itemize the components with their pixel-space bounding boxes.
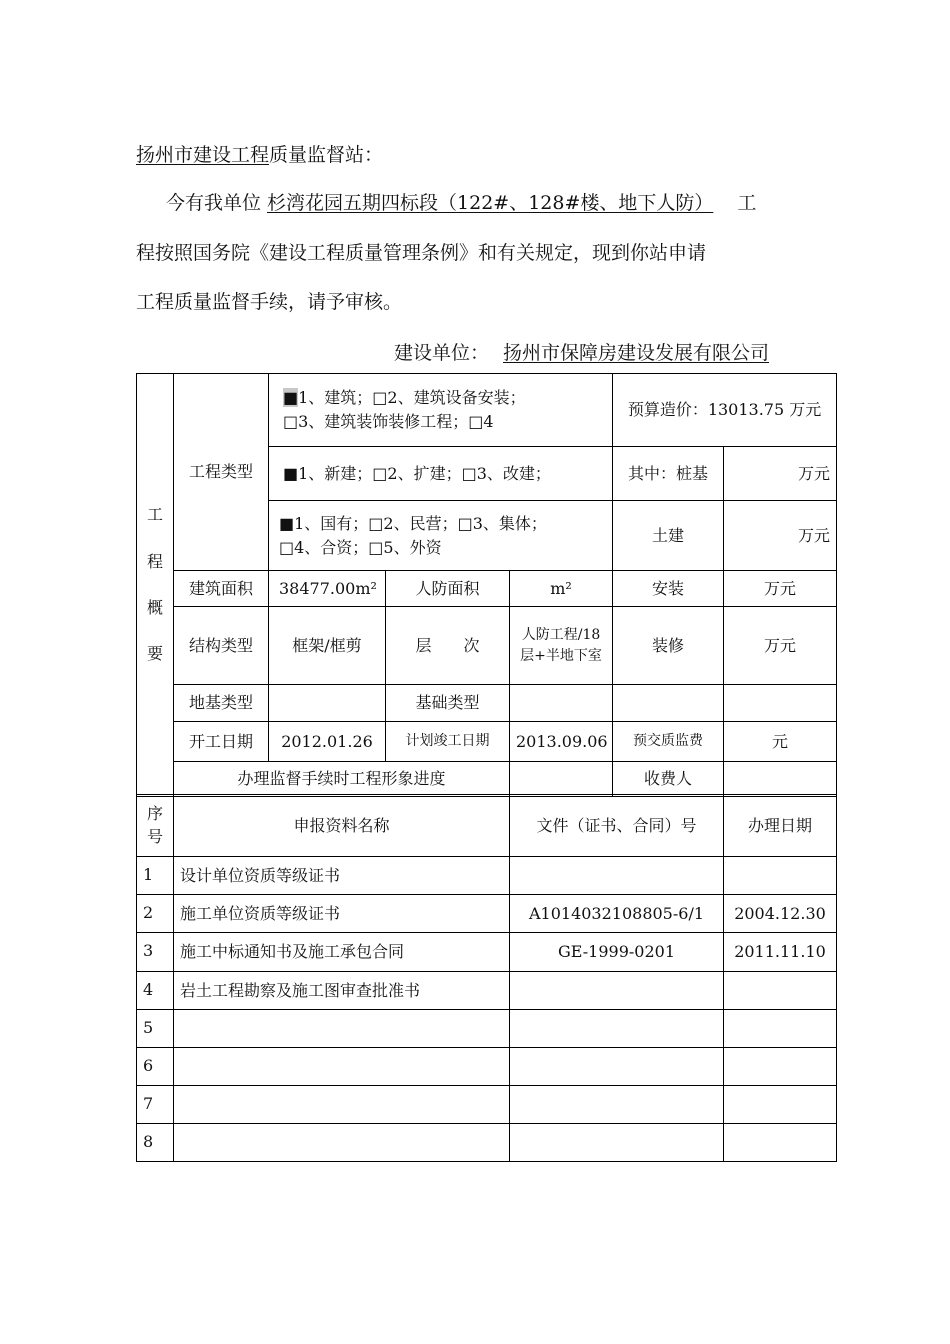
table-row xyxy=(137,857,837,895)
overview-row-structure xyxy=(137,607,837,685)
document-date xyxy=(724,1124,837,1162)
checkbox-checked-icon[interactable]: ■ xyxy=(283,463,299,483)
structure-label: 结构类型 xyxy=(174,607,269,685)
section-label-overview: 工 程 概 要 xyxy=(137,374,174,797)
row-number: 4 xyxy=(137,972,174,1010)
prepaid-fee-value: 元 xyxy=(724,722,837,762)
project-type-label: 工程类型 xyxy=(174,374,269,571)
civil-defense-area-value: m² xyxy=(510,571,613,607)
document-number xyxy=(510,1010,724,1048)
decoration-label: 装修 xyxy=(613,607,724,685)
document-name xyxy=(174,1010,510,1048)
planned-completion-value: 2013.09.06 xyxy=(510,722,613,762)
row-number: 1 xyxy=(137,857,174,895)
application-form-table xyxy=(136,373,837,797)
row-number: 3 xyxy=(137,933,174,972)
progress-value xyxy=(510,762,613,797)
prepaid-fee-label: 预交质监费 xyxy=(613,722,724,762)
document-name: 施工中标通知书及施工承包合同 xyxy=(174,933,510,972)
area-label: 建筑面积 xyxy=(174,571,269,607)
start-date-label: 开工日期 xyxy=(174,722,269,762)
decoration-value: 万元 xyxy=(724,607,837,685)
document-date xyxy=(724,1010,837,1048)
checkbox-checked-icon[interactable]: ■ xyxy=(283,388,299,407)
row-number: 8 xyxy=(137,1124,174,1162)
documents-table xyxy=(136,794,837,1162)
paragraph-line-3: 工程质量监督手续，请予审核。 xyxy=(136,291,403,313)
col-header-name: 申报资料名称 xyxy=(174,795,510,857)
collector-value xyxy=(724,762,837,797)
category-options: ■1、建筑；□2、建筑设备安装； □3、建筑装饰装修工程；□4 xyxy=(269,374,613,447)
row-number: 7 xyxy=(137,1086,174,1124)
checkbox-checked-icon[interactable]: ■ xyxy=(279,513,295,533)
collector-label: 收费人 xyxy=(613,762,724,797)
table-row xyxy=(137,972,837,1010)
para-suffix: 工 xyxy=(737,192,757,214)
document-date xyxy=(724,972,837,1010)
pile-value: 万元 xyxy=(724,447,837,501)
col-header-no: 序号 xyxy=(137,795,174,857)
overview-row-category xyxy=(137,374,837,447)
document-date: 2011.11.10 xyxy=(724,933,837,972)
install-label: 安装 xyxy=(613,571,724,607)
overview-row-dates xyxy=(137,722,837,762)
col-header-doc-no: 文件（证书、合同）号 xyxy=(510,795,724,857)
empty-cell xyxy=(613,685,724,722)
paragraph-line-1 xyxy=(166,188,756,215)
document-date xyxy=(724,857,837,895)
floors-value: 人防工程/18 层+半地下室 xyxy=(510,607,613,685)
document-number: A1014032108805-6/1 xyxy=(510,895,724,933)
document-name: 施工单位资质等级证书 xyxy=(174,895,510,933)
document-number xyxy=(510,1124,724,1162)
document-number xyxy=(510,1086,724,1124)
project-name: 杉湾花园五期四标段（122#、128#楼、地下人防） xyxy=(267,192,714,214)
document-date xyxy=(724,1086,837,1124)
document-date xyxy=(724,1048,837,1086)
table-row xyxy=(137,1086,837,1124)
addressee-rest: 质量监督站： xyxy=(269,144,384,166)
col-header-date: 办理日期 xyxy=(724,795,837,857)
document-number: GE-1999-0201 xyxy=(510,933,724,972)
foundation-soil-value xyxy=(269,685,386,722)
builder-label: 建设单位： xyxy=(394,342,490,364)
civil-value: 万元 xyxy=(724,501,837,571)
row-number: 2 xyxy=(137,895,174,933)
overview-row-foundation xyxy=(137,685,837,722)
structure-value: 框架/框剪 xyxy=(269,607,386,685)
document-date: 2004.12.30 xyxy=(724,895,837,933)
civil-label: 土建 xyxy=(613,501,724,571)
document-name xyxy=(174,1124,510,1162)
progress-label: 办理监督手续时工程形象进度 xyxy=(174,762,510,797)
planned-completion-label: 计划竣工日期 xyxy=(386,722,510,762)
document-name xyxy=(174,1048,510,1086)
overview-row-progress xyxy=(137,762,837,797)
nature-options: ■1、新建；□2、扩建；□3、改建； xyxy=(269,447,613,501)
addressee-name: 扬州市建设工程 xyxy=(136,144,270,166)
table-row xyxy=(137,895,837,933)
empty-cell xyxy=(724,685,837,722)
document-name: 岩土工程勘察及施工图审查批准书 xyxy=(174,972,510,1010)
foundation-type-value xyxy=(510,685,613,722)
ownership-options: ■1、国有；□2、民营；□3、集体； □4、合资；□5、外资 xyxy=(269,501,613,571)
overview-row-area xyxy=(137,571,837,607)
start-date-value: 2012.01.26 xyxy=(269,722,386,762)
document-number xyxy=(510,972,724,1010)
budget-cell: 预算造价：13013.75 万元 xyxy=(613,374,837,447)
document-number xyxy=(510,857,724,895)
builder-line xyxy=(394,338,777,365)
table-row xyxy=(137,1124,837,1162)
row-number: 6 xyxy=(137,1048,174,1086)
table-row xyxy=(137,1048,837,1086)
addressee-line xyxy=(136,140,383,167)
install-value: 万元 xyxy=(724,571,837,607)
documents-header-row xyxy=(137,795,837,857)
civil-defense-area-label: 人防面积 xyxy=(386,571,510,607)
table-row xyxy=(137,1010,837,1048)
para-prefix: 今有我单位 xyxy=(166,192,262,214)
document-name xyxy=(174,1086,510,1124)
row-number: 5 xyxy=(137,1010,174,1048)
document-name: 设计单位资质等级证书 xyxy=(174,857,510,895)
pile-label: 其中：桩基 xyxy=(613,447,724,501)
table-row xyxy=(137,933,837,972)
area-value: 38477.00m² xyxy=(269,571,386,607)
document-number xyxy=(510,1048,724,1086)
paragraph-line-2: 程按照国务院《建设工程质量管理条例》和有关规定，现到你站申请 xyxy=(136,242,707,264)
builder-name: 扬州市保障房建设发展有限公司 xyxy=(503,342,770,364)
foundation-soil-label: 地基类型 xyxy=(174,685,269,722)
foundation-type-label: 基础类型 xyxy=(386,685,510,722)
floors-label: 层 次 xyxy=(386,607,510,685)
